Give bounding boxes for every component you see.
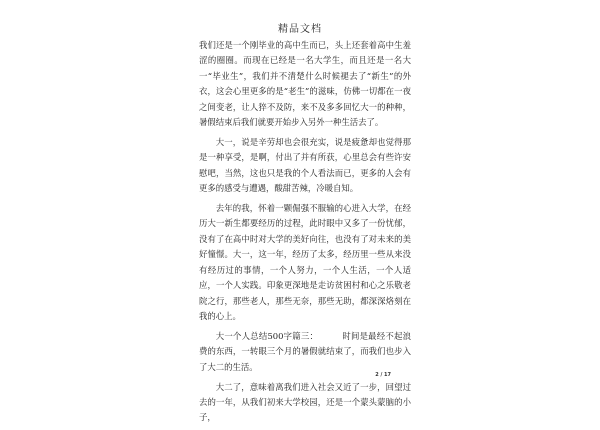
section-title: 大一个人总结500字篇三： (215, 330, 319, 341)
page-number: 2 / 17 (375, 372, 391, 378)
page-header: 精品文档 (278, 24, 322, 35)
paragraph-3: 去年的我，怀着一颗倔强不服输的心进入大学，在经历大一新生都要经历的过程，此时眼中又多了一份忧郁，没有了在高中时对大学的美好向往，也没有了对未来的美好憧憬。大一，这一年，经历了太多，经历里一些从来没有经历过的事情，一个人努力，一个人生活，一个人适应，一个人实践。印象更深地是走访贫困村和心之乐敬老院之行，那些老人，那些无奈，那些无助，都深深烙刻在我的心上。 (199, 203, 411, 321)
section-heading-paragraph (199, 329, 411, 375)
paragraph-2: 大一，说是辛劳却也会很充实，说是疲惫却也觉得那是一种享受，是啊，付出了并有所获，心里总会有些许安慰吧，当然，这也只是我的个人看法而已，更多的人会有更多的感受与遭遇，酸甜苦辣，冷暖自知。 (199, 136, 411, 194)
section-text: 时间是最经不起浪费的东西，一转眼三个月的暑假就结束了，而我们也步入了大二的生活。 (199, 330, 411, 372)
paragraph-1: 我们还是一个刚毕业的高中生而已，头上还套着高中生羞涩的圈圈。而现在已经是一名大学生，而且还是一名大一“毕业生”，我们并不清楚什么时候褪去了“新生”的外衣，这会心里更多的是“老生”的滋味，仿佛一切都在一夜之间变老，让人猝不及防，来不及多多回忆大一的种种，暑假结束后我们就要开始步入另外一种生活去了。 (199, 40, 411, 128)
paragraph-4: 大二了，意味着离我们进入社会又近了一步，回望过去的一年，从我们初来大学校园，还是一个蒙头蒙脑的小子， (199, 381, 411, 423)
